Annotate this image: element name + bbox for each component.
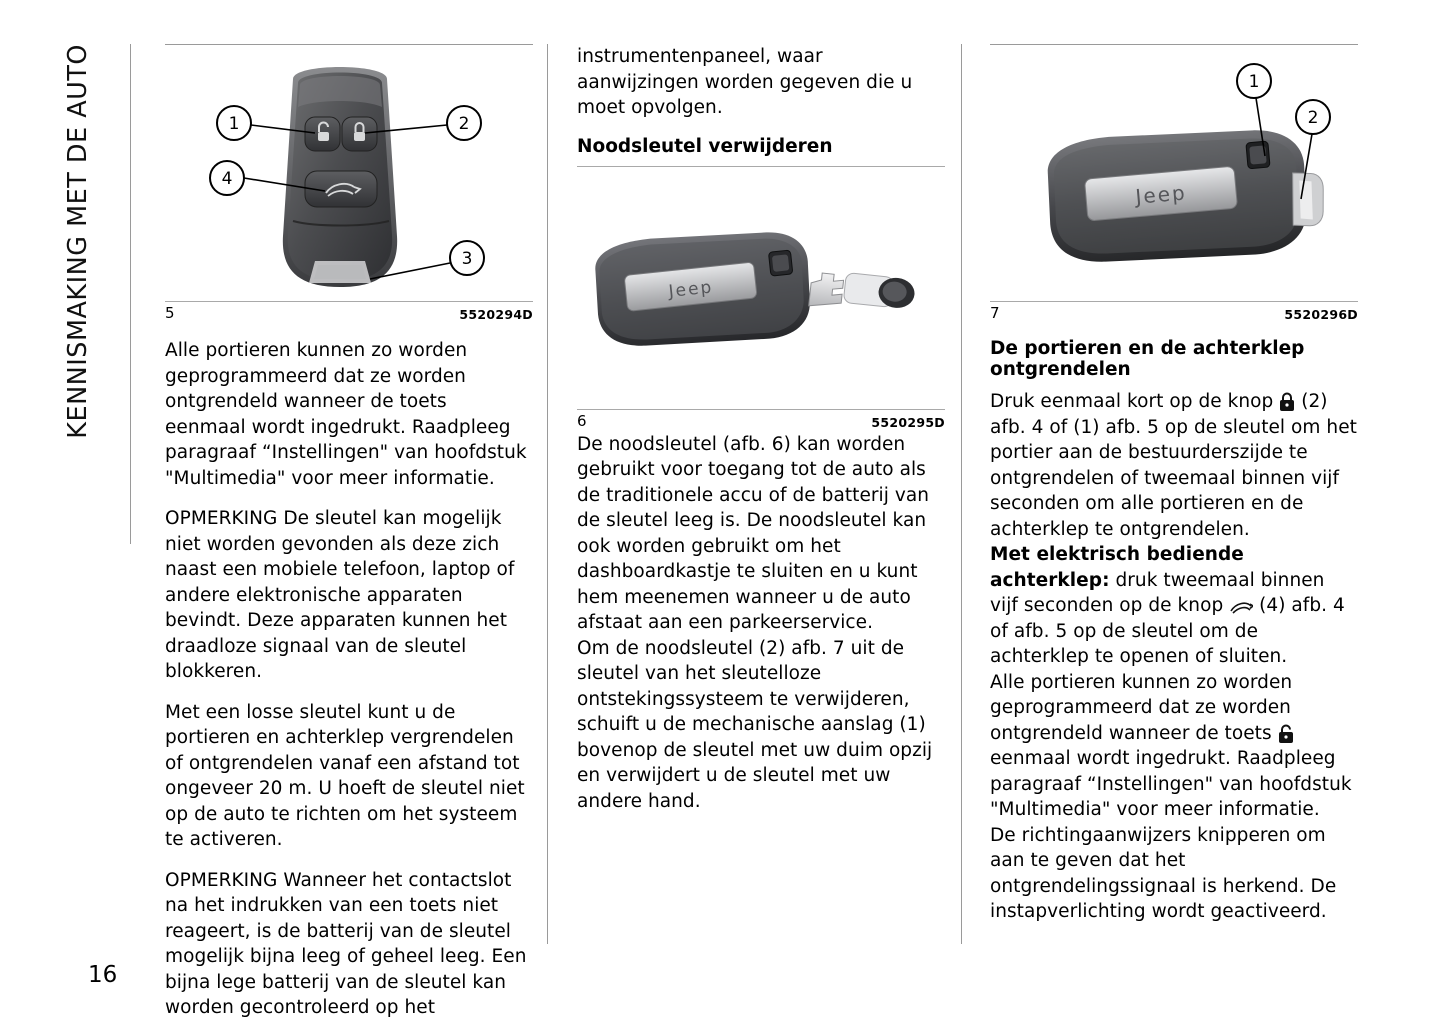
column-3-p1-after: (2) afb. 4 of (1) afb. 5 op de sleutel om het portier aan de bestuurderszijde te ontgrendelen of tweemaal binnen vijf seconden om alle portieren en de achterklep te ontgrendelen. [990,391,1357,540]
svg-text:3: 3 [461,249,473,269]
svg-text:2: 2 [1307,108,1319,128]
column-3-paragraph-3 [990,670,1358,823]
column-3 [990,44,1358,925]
column-1-paragraph-2: OPMERKING De sleutel kan mogelijk niet worden gevonden als deze zich naast een mobiele telefoon, laptop of andere elektronische apparaten bevindt. Deze apparaten kunnen het draadloze signaal van de sleutel blokkeren. [165,508,515,682]
column-1-paragraph-3: Met een losse sleutel kunt u de portieren en achterklep vergrendelen of ontgrendelen vanaf een afstand tot ongeveer 20 m. U hoeft de sleutel niet op de auto te richten om het systeem te activeren. [165,701,525,850]
column-1 [165,44,533,1036]
column-3-paragraph-1 [990,389,1358,542]
column-3-p1-before: Druk eenmaal kort op de knop [990,391,1274,412]
figure-6-code: 5520295D [871,414,945,430]
key-fob-front-illustration [165,51,533,301]
column-2-paragraph-1: De noodsleutel (afb. 6) kan worden gebruikt voor toegang tot de auto als de traditionele accu of de batterij van de sleutel leeg is. De noodsleutel kan ook worden gebruikt om het dashboardkastje te sluiten en u kunt hem meenemen wanneer u de auto afstaat aan een parkeerservice. [577,433,930,633]
figure-5-number: 5 [165,304,175,322]
figure-5-rule [165,301,533,302]
column-3-paragraph-2 [990,542,1358,670]
chapter-title-text: KENNISMAKING MET DE AUTO [63,44,93,439]
figure-7-code: 5520296D [1284,307,1358,322]
column-2-heading: Noodsleutel verwijderen [577,135,833,157]
column-3-paragraph-4: De richtingaanwijzers knipperen om aan te geven dat het ontgrendelingssignaal is herkend. De instapverlichting wordt geactiveerd. [990,824,1337,922]
column-3-p2-bold: Met elektrisch bediende achterklep: [990,544,1244,591]
liftgate-icon [1229,601,1253,615]
figure-6 [577,209,945,379]
svg-text:1: 1 [228,114,240,134]
chapter-side-title [56,44,100,564]
figure-6-rule [577,409,945,410]
column-3-p3-after: eenmaal wordt ingedrukt. Raadpleeg paragraaf “Instellingen" van hoofdstuk "Multimedia" voor meer informatie. [990,748,1352,820]
svg-text:4: 4 [221,169,233,189]
column-3-p2-before: druk tweemaal binnen vijf seconden op de knop [990,569,1325,616]
open-padlock-icon [1278,724,1294,743]
column-divider-2 [961,44,962,944]
column-3-p3-before: Alle portieren kunnen zo worden geprogrammeerd dat ze worden ontgrendeld wanneer de toets [990,671,1293,744]
figure-5-caption [165,304,533,322]
figure-6-caption [577,412,945,430]
emergency-key-illustration [577,209,945,379]
column-2-heading-rule [577,166,945,167]
svg-text:Jeep: Jeep [1134,180,1188,209]
column-1-paragraph-4: OPMERKING Wanneer het contactslot na het indrukken van een toets niet reageert, is de batterij van de sleutel mogelijk bijna leeg of geheel leeg. Een bijna lege batterij van de sleutel kan worden gecontroleerd op het [165,869,527,1018]
figure-7-number: 7 [990,304,1000,322]
key-fob-back-illustration [990,51,1358,301]
side-divider [130,44,131,544]
svg-text:Jeep: Jeep [667,276,715,302]
figure-6-number: 6 [577,411,587,430]
column-3-top-rule [990,44,1358,45]
column-1-top-rule [165,44,533,45]
figure-5-code: 5520294D [459,307,533,322]
svg-text:1: 1 [1248,72,1260,92]
figure-7-caption [990,304,1358,322]
figure-5 [165,51,533,301]
closed-padlock-icon [1279,392,1295,411]
column-1-paragraph-1: Alle portieren kunnen zo worden geprogrammeerd dat ze worden ontgrendeld wanneer de toets eenmaal wordt ingedrukt. Raadpleeg paragraaf “Instellingen" van hoofdstuk "Multimedia" voor meer informatie. [165,340,527,489]
column-2-top-paragraph: instrumentenpaneel, waar aanwijzingen worden gegeven die u moet opvolgen. [577,46,913,118]
column-2 [577,44,945,829]
figure-7-rule [990,301,1358,302]
column-divider-1 [547,44,548,944]
column-3-p2-after: (4) afb. 4 of afb. 5 op de sleutel om de achterklep te openen of sluiten. [990,595,1345,667]
svg-text:2: 2 [458,114,470,134]
column-3-heading: De portieren en de achterklep ontgrendelen [990,338,1305,380]
figure-7 [990,51,1358,301]
page-number: 16 [88,962,118,988]
column-2-paragraph-2: Om de noodsleutel (2) afb. 7 uit de sleutel van het sleutelloze ontstekingssysteem te verwijderen, schuift u de mechanische aanslag (1) bovenop de sleutel met uw duim opzij en verwijdert u de sleutel met uw andere hand. [577,637,933,812]
